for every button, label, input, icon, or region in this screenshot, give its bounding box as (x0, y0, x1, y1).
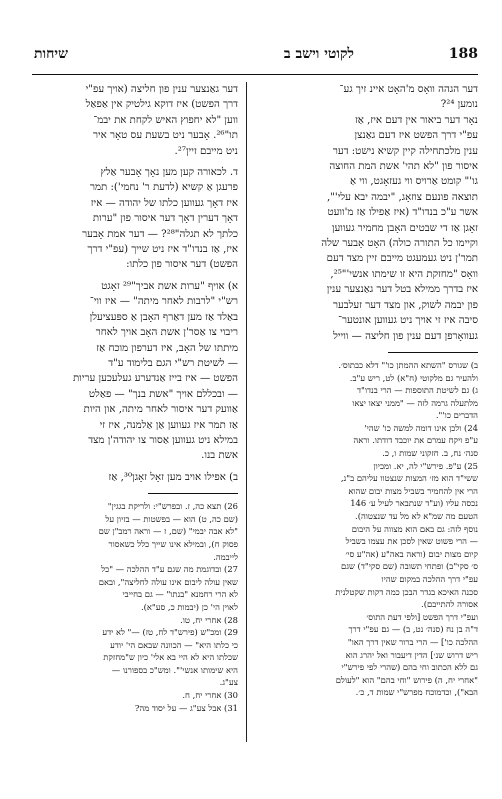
text-line: שכלתו היא לא היי בא אלי' כיון ש"מחזקת (103, 652, 238, 663)
text-line: 29) ומכ"ש (פירש"ד לח, טז) —" לא ידע (102, 627, 238, 638)
text-line: הרי אין להחמיר בשביל מצות יבום שהוא (348, 485, 478, 496)
text-line: היא שימותו אנשי'". ומש"כ בספורנו — (111, 664, 238, 675)
column-divider (246, 82, 247, 742)
text-line: — הרי פשוט שאין לסכן את עצמו בשביל (345, 536, 478, 547)
text-line: 28) אחרי יח, טו. (180, 614, 238, 625)
text-line: ווען "לא יחפוץ האיש לקחת את יבמ־ (93, 114, 238, 126)
text-line: אסורה להתייבם). (421, 599, 478, 610)
text-line: ההלכה כו'] — הרי ברור שאין דרך האו" (347, 636, 478, 647)
text-line: געוואָרפן דעם ענין פון חליצה — ווייל (333, 330, 478, 342)
header-rule (32, 74, 478, 75)
text-line: אַוועק דער איסור לאחר מיתה, און היות (83, 404, 238, 416)
text-line: ב) שגורס "השתא ההמתן כו'" דלא כבתוס׳. (338, 359, 478, 370)
text-line: דער גאַנצער ענין פון חליצה (אויך עפ"י (85, 84, 238, 95)
text-line: לא הרי רחמנא "בנתו" — גם בחייבי (122, 589, 238, 600)
left-paragraph-2 (30, 165, 238, 273)
text-line: ועפ"י דרך הפשט [ולפי דעת התוס׳ (366, 611, 478, 622)
text-line: ב) אפילו אויב מען זאָל זאָגן³⁰, אַז (108, 471, 238, 483)
text-line: פרעגן אַ קשיא (לדעת ר' נחמי'): תמר (90, 182, 238, 194)
text-line: נוסף לזה: גם באם הוא מצווה על היבום (351, 523, 478, 534)
text-line: דאָך דערין דאָך דער איסור פון "ערות (92, 213, 238, 225)
text-line: וקיימו כל התורה כולה) האָט אָבער שלה (321, 238, 478, 250)
text-line: במילא ניט געווען אַסור צו יהודה'ן מצד (88, 434, 238, 446)
text-line: סכנה האיכא בגדר הבכן כמה דקות שקטלנית (335, 586, 478, 597)
text-line: 26) תצא כה, ז. ובפרש"י: ולריקת בגגין" (107, 501, 238, 512)
text-line: איסור פון "לא תהי' אשת המת החוצה (329, 161, 478, 173)
text-line: זאָגן אַז די שבטים האָבן מחמיר געווען (331, 222, 478, 234)
right-paragraph-1 (268, 82, 478, 344)
text-line: דער הגהה וואָס מ'האָט איינ זיך גע־ (339, 84, 478, 95)
text-line: ג) גם לשיטת התוספות — הרי בנדו"ד (357, 385, 478, 396)
text-line: סיבה איז זי אויך ניט געווען אונטער־ (338, 315, 478, 327)
text-line: מיתתו של האָב, איז דערפון מוכח אַז (96, 342, 238, 354)
text-line: רש"י "לרבות לאחר מיתה" — איז ווי־ (89, 296, 238, 308)
text-line: לאוין הי' כן (יבמות כ, סע"א). (140, 601, 238, 612)
text-line: — לשיטת רש"י הגם בלימוד ע"ד (108, 357, 238, 369)
text-line: באַלד אַז מען דאַרף האָבן אַ ספּעציעלן (89, 311, 238, 323)
text-line: עפ"י דרך הפשט איז דעם גאַנצן (354, 130, 478, 142)
text-line: ע"פ ויקח עמרם את יוכבד דודתו. וראה (353, 435, 478, 446)
text-line: כי כלתו היא" — הכוונה שבאם הי' יודע (110, 639, 238, 650)
text-line: נומען ²⁴? (440, 99, 478, 111)
text-line: איז בדרך ממילא בטל דער גאַנצער ענין (326, 284, 478, 296)
text-line: תוצאה פונעם צוזאָג, "יבמה יבא עלי'", (327, 191, 478, 203)
text-line: ולהעיר גם מלקוטי (ח"א) לט, ריש ע"ב. (349, 372, 478, 383)
text-line: 31) אבל צע"ג — על יסוד מה? (134, 702, 238, 713)
text-line: אשר ע"כ בנדו"ד (איז אַפילו אַז מ'וועט (327, 207, 478, 219)
text-line: ריבוי צו אַסר'ן אשת האָב אויך לאחר (95, 327, 238, 339)
text-line: נכסה עליו (וע"ד שנתבאר לעיל ע׳ 146 (350, 498, 478, 509)
text-line: תמר'ן ניט געמעגט מייבם זיין מצד דעם (326, 253, 478, 265)
text-line: צע"ג. (219, 677, 238, 688)
page-number: 188 (448, 46, 478, 62)
text-line: א) אויף "ערות אשת אביך"²⁹ זאָגט (101, 280, 238, 292)
text-line: "לא אבה יבמי" (שם, ז — וראה רמב"ן שם (98, 526, 238, 537)
text-line: 25) ע"פ. פירש"י לה, יא. ומכיון (373, 460, 478, 471)
text-line: ענין מלכתחילה קיין קשיא נישט: דער (332, 145, 478, 157)
text-line: נאָר דער ביאור אין דעם איז, אַז (354, 114, 478, 126)
text-line: שאין עולה ליבום אינו עולה לחליצה", ובאם (98, 576, 238, 587)
text-line: לייבמה. (213, 551, 238, 562)
text-line: 27) ובדוגמת מה שגם ע"ד ההלכה — "כל (101, 564, 238, 575)
text-line: ניט מייבם זיין²⁷. (174, 145, 238, 157)
text-line: ס׳ סקי"ב) ופתחי תשובה (שם סקי"ד) שגם (340, 561, 478, 572)
text-line: דרך הפשט) איז דוקא גילטיק אין אַפאַל (85, 99, 238, 111)
left-footnotes (30, 500, 238, 714)
section-topic: שיחות (34, 46, 68, 62)
text-line: איז דאָך געווען כלתו של יהודה — איז (90, 197, 238, 209)
text-line: הטעם מה שמ"א לא מל עד שנצטוה). (355, 511, 478, 522)
text-line: 24) ולכן אינו דומה למשה כו' שהי' (364, 422, 478, 433)
text-line: אשת בנו. (201, 450, 238, 462)
text-line: — ובכללם אויך "אשת בנך" — פאַלט (88, 388, 238, 400)
footnote-rule (148, 493, 238, 494)
text-line: תו"²⁶. אָבער ניט בשעת עס טאָר איר (92, 130, 238, 142)
text-line: גו'" קומט אַרויס ווי געזאָגט, ווי אַ (349, 176, 478, 188)
text-line: (שם כה, ט) הוא — בפשטות — בזיון על (105, 513, 238, 524)
text-line: מלתעלה גרמה לזה — "ממני יצאו יצאו (352, 397, 478, 408)
text-line: סנה׳ נח, ב. חזקוני שמות ו, כ. (382, 448, 478, 459)
text-line: פסוק ח), ובמילא אינו שייך כלל כשאסור (108, 538, 238, 549)
text-line: הפשט — איז בייז אַנדערע געלעכען עריות (72, 373, 238, 385)
right-column (268, 82, 478, 705)
page-header (32, 46, 478, 72)
book-title: לקוטי וישב ב (283, 46, 354, 62)
text-line: ריש דרוש שנ׳] הדין דיעבור ואל יהרג הוא (345, 649, 478, 660)
text-line: כלתך לא תגלה"²⁸? — דער אמת אָבער (82, 228, 238, 240)
text-line: 30) אחרי יח, ח. (182, 690, 238, 701)
text-line: וואָס "מחזקת היא זו שימתו אנשי'"²⁵, (330, 268, 478, 280)
text-line: קיום מצות יבום (וראה באה"ע (אה"ע סי׳ (345, 548, 478, 559)
text-line: ד"ה בן נח (סנה׳ נט, ב) — גם עפ"י דרך (348, 624, 478, 635)
text-line: איז, אַז בנדו"ד איז ניט שייך (עפ"י דרך (87, 244, 238, 256)
text-line: הדברים כו'". (435, 410, 478, 421)
left-column (30, 82, 238, 720)
footnote-rule (388, 352, 478, 353)
text-line: הבא"), וכדמוכח מפרש"י שמות ד, כ׳. (355, 687, 478, 698)
right-footnotes (268, 359, 478, 699)
text-line: ששי"ד הוא מז׳ המצות שנצטוו עליהם ב"נ, (340, 473, 478, 484)
text-line: גם ללא הכתוב וחי בהם (שהרי לפי פירש"י (341, 662, 478, 673)
left-paragraph-1 (30, 82, 238, 159)
text-line: הפשט) דער איסור פון כלתו: (126, 259, 238, 271)
left-paragraph-4 (30, 470, 238, 485)
text-line: "אחרי יח, ה) פירוש "וחי בהם" הוא "לעולם (335, 674, 478, 685)
text-line: פון יבמה לשוק, און מצד דער זעלבער (332, 299, 478, 311)
text-line: אַז תמר איז געווען אַן אַלמנה, איז זי (99, 419, 238, 431)
text-line: ד. לכאורה קען מען נאָך אָבער אַלץ (100, 167, 238, 179)
left-paragraph-3 (30, 279, 238, 464)
text-line: עפ"י דרך ההלכה במקום שהיו (381, 574, 478, 584)
